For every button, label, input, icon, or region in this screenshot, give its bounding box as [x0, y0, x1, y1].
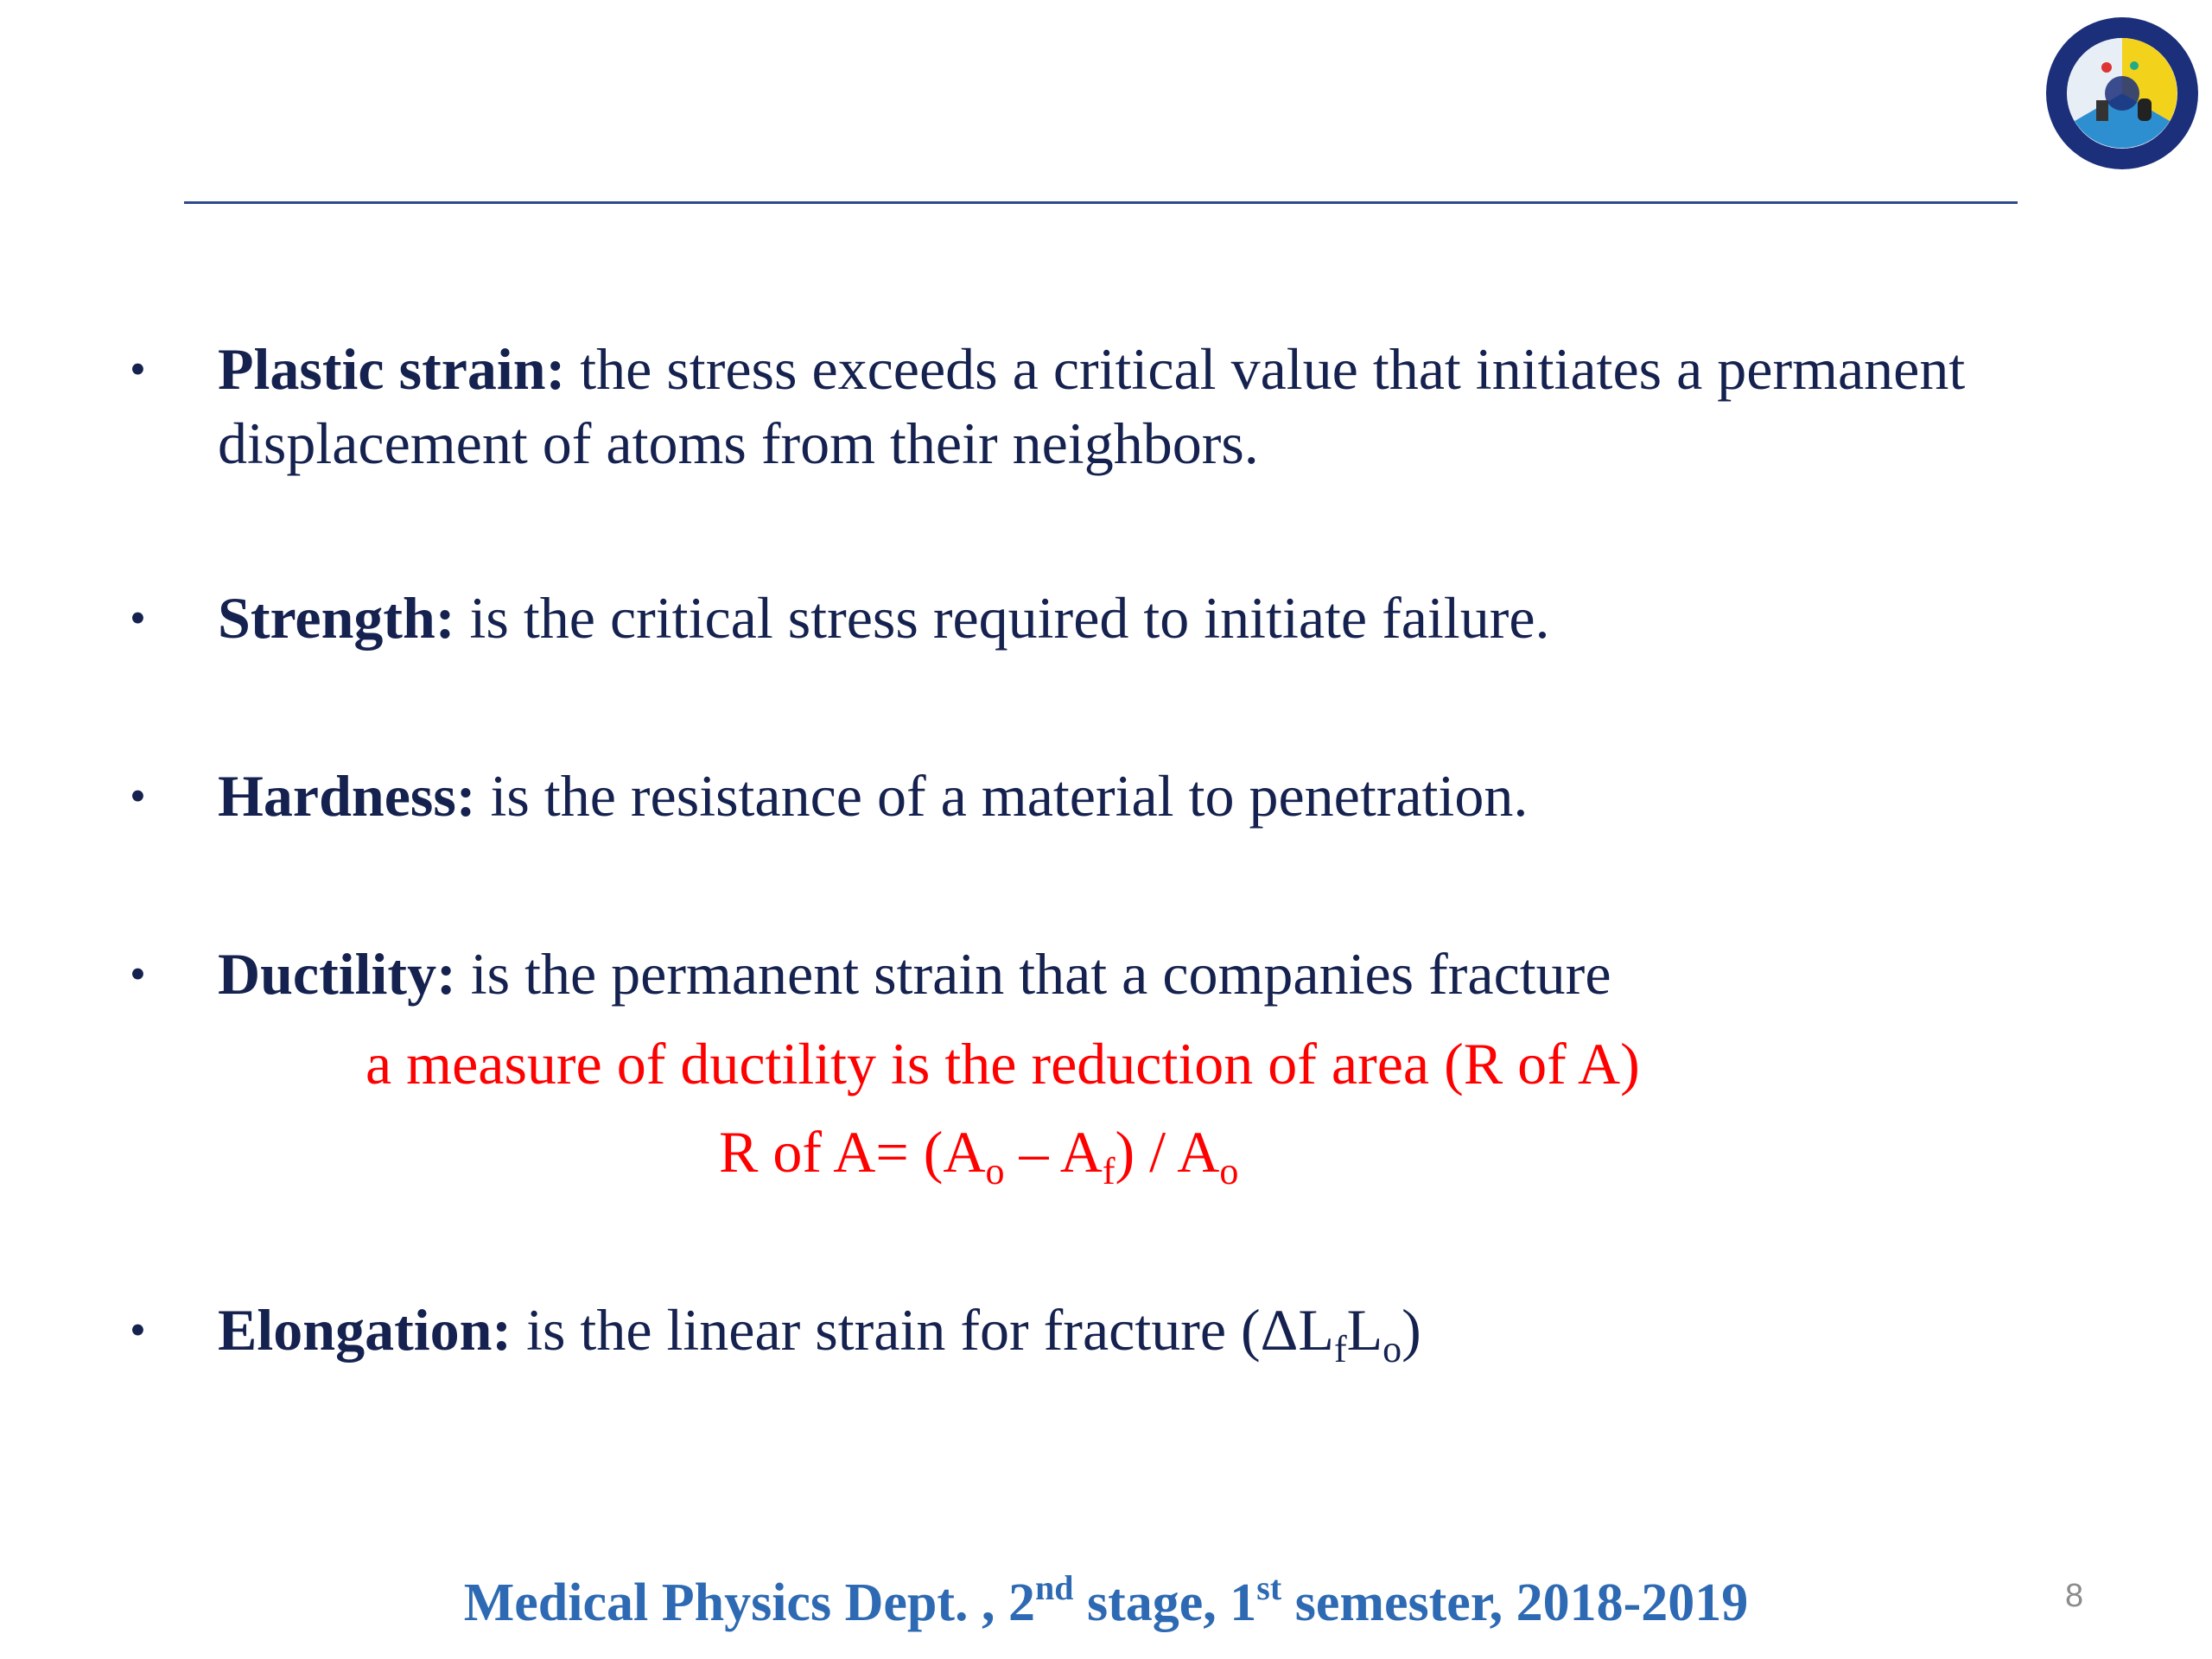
bullet-text [218, 759, 2153, 833]
bullet-definition: is the resistance of a material to penetration. [475, 763, 1529, 829]
bullet-text [218, 1293, 2153, 1370]
footer-text: semester, 2018-2019 [1281, 1573, 1749, 1632]
formula-subscript: o [1382, 1328, 1402, 1370]
bullet-definition: is the linear strain for fracture (ΔL [512, 1297, 1334, 1363]
bullet-text [218, 332, 2153, 480]
bullet-text [218, 581, 2153, 655]
bullet-term: Strength: [218, 585, 455, 651]
bullet-term: Plastic strain: [218, 336, 566, 402]
formula-subscript: f [1102, 1150, 1116, 1192]
college-seal-icon [2044, 16, 2200, 171]
bullet-dot: • [130, 343, 146, 395]
bullet-term: Ductility: [218, 941, 456, 1007]
bullet-definition: is the permanent strain that a companies fracture [455, 941, 1611, 1007]
bullet-definition: the stress exceeds a critical value that initiates a permanent displacement of atoms from their neighbors. [218, 336, 1966, 476]
formula-part: ) [1402, 1297, 1421, 1363]
page-number: 8 [2065, 1578, 2084, 1614]
bullet-text [218, 937, 2153, 1011]
formula-part: ) / A [1115, 1119, 1220, 1185]
footer-superscript: st [1256, 1568, 1282, 1607]
bullet-dot: • [130, 948, 146, 1000]
bullet-term: Hardness: [218, 763, 476, 829]
footer-course-info [0, 1568, 2212, 1634]
footer-superscript: nd [1035, 1568, 1074, 1607]
header-rule [184, 201, 2018, 204]
footer-text: Medical Physics Dept. , 2 [463, 1573, 1035, 1632]
formula-part: R of A= (A [719, 1119, 986, 1185]
formula-subscript: o [1219, 1150, 1239, 1192]
formula-subscript: o [985, 1150, 1005, 1192]
reduction-of-area-formula [719, 1115, 1239, 1192]
bullet-dot: • [130, 770, 146, 822]
formula-part: – A [1004, 1119, 1103, 1185]
bullet-dot: • [130, 592, 146, 644]
ductility-note: a measure of ductility is the reduction of area (R of A) [365, 1031, 1640, 1096]
formula-part: L [1346, 1297, 1383, 1363]
bullet-definition: is the critical stress required to initiate failure. [454, 585, 1550, 651]
footer-text: stage, 1 [1073, 1573, 1257, 1632]
bullet-dot: • [130, 1304, 146, 1356]
formula-subscript: f [1333, 1328, 1347, 1370]
bullet-term: Elongation: [218, 1297, 512, 1363]
